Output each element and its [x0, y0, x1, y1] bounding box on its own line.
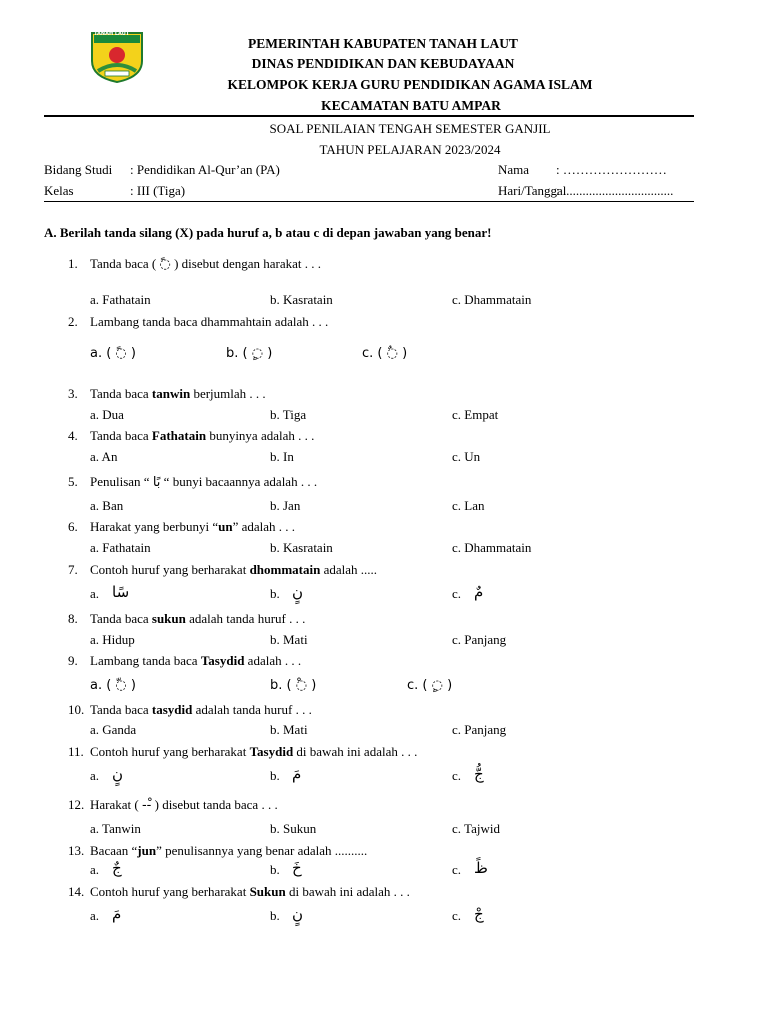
bidang-value: : Pendidikan Al-Qur’an (PA)	[130, 162, 280, 177]
nama-value: : ……………………	[556, 162, 667, 177]
question-text-part: Bacaan “	[90, 843, 138, 858]
option-a[interactable]: a. Fathatain	[90, 540, 151, 555]
option-a[interactable]: a. Dua	[90, 407, 124, 422]
question-text-part: Penulisan “	[90, 474, 153, 489]
option-b[interactable]: b. Kasratain	[270, 292, 333, 307]
question-6	[68, 519, 295, 535]
hari-label: Hari/Tanggal	[498, 183, 567, 198]
option-a[interactable]: a. An	[90, 449, 118, 464]
question-text-part: Tanda baca	[90, 428, 152, 443]
option-a-label: a.	[90, 862, 100, 877]
option-c-label: c.	[452, 586, 462, 601]
option-a-label: a.	[90, 908, 100, 923]
question-text-part: sukun	[151, 611, 186, 626]
section-a-heading: A. Berilah tanda silang (X) pada huruf a, b atau c di depan jawaban yang benar!	[44, 225, 492, 240]
option-b-label: b.	[270, 768, 280, 783]
option-b-arabic[interactable]: نٍ	[292, 583, 304, 601]
question-text-part: adalah tanda huruf . . .	[185, 611, 306, 626]
option-b-arabic[interactable]: خَ	[292, 859, 302, 877]
option-b[interactable]: b. ( ◌ٍ )	[226, 346, 273, 361]
option-a-arabic[interactable]: سًا	[112, 583, 130, 601]
question-1	[68, 256, 321, 272]
option-b-label: b.	[270, 908, 280, 923]
option-b[interactable]: b. In	[270, 449, 294, 464]
question-text-part: jun	[137, 843, 157, 858]
question-number: 10.	[68, 702, 85, 717]
letterhead-line-1: PEMERINTAH KABUPATEN TANAH LAUT	[248, 36, 518, 51]
question-text-part: tasydid	[151, 702, 193, 717]
info-divider	[44, 201, 694, 202]
question-number: 4.	[68, 428, 78, 443]
question-text-part: adalah .....	[320, 562, 378, 577]
option-b[interactable]: b. Mati	[270, 632, 308, 647]
question-7	[68, 562, 377, 578]
question-text-part: Tanda baca (	[90, 256, 160, 271]
question-14	[68, 884, 410, 900]
question-text-part: Tasydid	[249, 744, 294, 759]
option-a[interactable]: a. ( ◌ً )	[90, 346, 136, 361]
option-a-arabic[interactable]: نٍ	[112, 765, 124, 783]
question-text-part: adalah tanda huruf . . .	[192, 702, 312, 717]
question-text-part: Harakat yang berbunyi “	[90, 519, 219, 534]
option-b[interactable]: b. ( ◌ْ )	[270, 678, 317, 693]
option-b-arabic[interactable]: مَ	[292, 765, 302, 783]
option-b[interactable]: b. Sukun	[270, 821, 317, 836]
letterhead-divider	[44, 115, 694, 117]
regency-logo	[90, 31, 144, 83]
option-c-label: c.	[452, 908, 462, 923]
question-text-part: Fathatain	[151, 428, 207, 443]
option-a[interactable]: a. Ganda	[90, 722, 137, 737]
question-text-part: Contoh huruf yang berharakat	[90, 562, 250, 577]
kelas-label: Kelas	[44, 183, 74, 198]
option-b[interactable]: b. Jan	[270, 498, 301, 513]
exam-year: TAHUN PELAJARAN 2023/2024	[319, 142, 501, 157]
option-c-arabic[interactable]: ظً	[474, 859, 488, 877]
question-text-part: “ bunyi bacaannya adalah . . .	[160, 474, 318, 489]
question-text-part: dhommatain	[249, 562, 321, 577]
option-a[interactable]: a. Hidup	[90, 632, 135, 647]
option-a-arabic[interactable]: مَ	[112, 905, 122, 923]
option-c[interactable]: c. Tajwid	[452, 821, 500, 836]
option-a-label: a.	[90, 768, 100, 783]
question-text-part: ◌ً	[159, 257, 171, 272]
question-number: 9.	[68, 653, 78, 668]
option-c[interactable]: c. ( ◌ٍ )	[407, 678, 453, 693]
question-text-part: tanwin	[151, 386, 191, 401]
question-text-part: Lambang tanda baca	[90, 653, 201, 668]
option-a[interactable]: a. Fathatain	[90, 292, 151, 307]
question-number: 1.	[68, 256, 78, 271]
letterhead-line-3: KELOMPOK KERJA GURU PENDIDIKAN AGAMA ISLAM	[227, 77, 593, 92]
question-number: 8.	[68, 611, 78, 626]
question-12	[68, 797, 278, 813]
option-a-label: a.	[90, 586, 100, 601]
option-a[interactable]: a. Tanwin	[90, 821, 141, 836]
bidang-label: Bidang Studi	[44, 162, 113, 177]
option-a-arabic[interactable]: جٌ	[112, 859, 122, 877]
question-text-part: --ْ	[141, 798, 152, 813]
logo-text: TANAH LAUT	[94, 31, 130, 37]
question-2	[68, 314, 328, 330]
question-text-part: bunyinya adalah . . .	[206, 428, 315, 443]
question-text-part: Lambang tanda baca dhammahtain adalah . . .	[90, 314, 329, 329]
question-text-part: Harakat (	[90, 797, 142, 812]
question-5	[68, 474, 317, 490]
question-11	[68, 744, 417, 760]
question-number: 3.	[68, 386, 78, 401]
question-13	[68, 843, 367, 859]
hari-value: : ..................................	[556, 183, 674, 198]
option-c-label: c.	[452, 862, 462, 877]
question-text-part: ) disebut dengan harakat . . .	[170, 256, 321, 271]
question-number: 5.	[68, 474, 78, 489]
option-c[interactable]: c. Empat	[452, 407, 499, 422]
option-b[interactable]: b. Kasratain	[270, 540, 333, 555]
question-text-part: Tanda baca	[90, 611, 152, 626]
kelas-value: : III (Tiga)	[130, 183, 186, 198]
option-a[interactable]: a. ( ◌ّ )	[90, 678, 136, 693]
question-text-part: Tanda baca	[90, 702, 152, 717]
option-c-arabic[interactable]: جْ	[474, 905, 484, 923]
question-3	[68, 386, 266, 402]
question-text-part: Tasydid	[200, 653, 245, 668]
option-c[interactable]: c. Lan	[452, 498, 485, 513]
option-c[interactable]: c. Panjang	[452, 632, 507, 647]
question-text-part: ” penulisannya yang benar adalah ..........	[156, 843, 368, 858]
question-text-part: Tanda baca	[90, 386, 152, 401]
question-4	[68, 428, 314, 444]
question-number: 13.	[68, 843, 85, 858]
letterhead-line-2: DINAS PENDIDIKAN DAN KEBUDAYAAN	[251, 56, 515, 71]
option-c[interactable]: c. Dhammatain	[452, 292, 532, 307]
option-b[interactable]: b. Mati	[270, 722, 308, 737]
question-text-part: Contoh huruf yang berharakat	[90, 884, 250, 899]
question-text-part: berjumlah . . .	[190, 386, 266, 401]
question-8	[68, 611, 305, 627]
question-text-part: di bawah ini adalah . . .	[293, 744, 418, 759]
option-c-arabic[interactable]: مٌ	[474, 583, 484, 601]
question-number: 12.	[68, 797, 85, 812]
question-text-part: بًا	[152, 475, 161, 490]
question-9	[68, 653, 301, 669]
question-text-part: ” adalah . . .	[232, 519, 296, 534]
option-c[interactable]: c. Un	[452, 449, 481, 464]
question-number: 7.	[68, 562, 78, 577]
question-10	[68, 702, 312, 718]
question-text-part: Sukun	[249, 884, 286, 899]
nama-label: Nama	[498, 162, 530, 177]
option-c[interactable]: c. Panjang	[452, 722, 507, 737]
exam-title: SOAL PENILAIAN TENGAH SEMESTER GANJIL	[269, 121, 551, 136]
question-text-part: un	[218, 519, 233, 534]
letterhead-line-4: KECAMATAN BATU AMPAR	[321, 98, 501, 113]
option-b[interactable]: b. Tiga	[270, 407, 307, 422]
option-a[interactable]: a. Ban	[90, 498, 124, 513]
question-text-part: ) disebut tanda baca . . .	[151, 797, 278, 812]
option-c-arabic[interactable]: جُّ	[474, 765, 484, 783]
option-c-label: c.	[452, 768, 462, 783]
question-text-part: adalah . . .	[244, 653, 302, 668]
option-c[interactable]: c. Dhammatain	[452, 540, 532, 555]
option-c[interactable]: c. ( ◌ٌ )	[362, 346, 408, 361]
question-number: 11.	[68, 744, 84, 759]
question-text-part: Contoh huruf yang berharakat	[90, 744, 250, 759]
option-b-label: b.	[270, 586, 280, 601]
option-b-arabic[interactable]: نٍ	[292, 905, 304, 923]
option-b-label: b.	[270, 862, 280, 877]
question-number: 2.	[68, 314, 78, 329]
question-number: 14.	[68, 884, 85, 899]
question-number: 6.	[68, 519, 78, 534]
question-text-part: di bawah ini adalah . . .	[285, 884, 410, 899]
